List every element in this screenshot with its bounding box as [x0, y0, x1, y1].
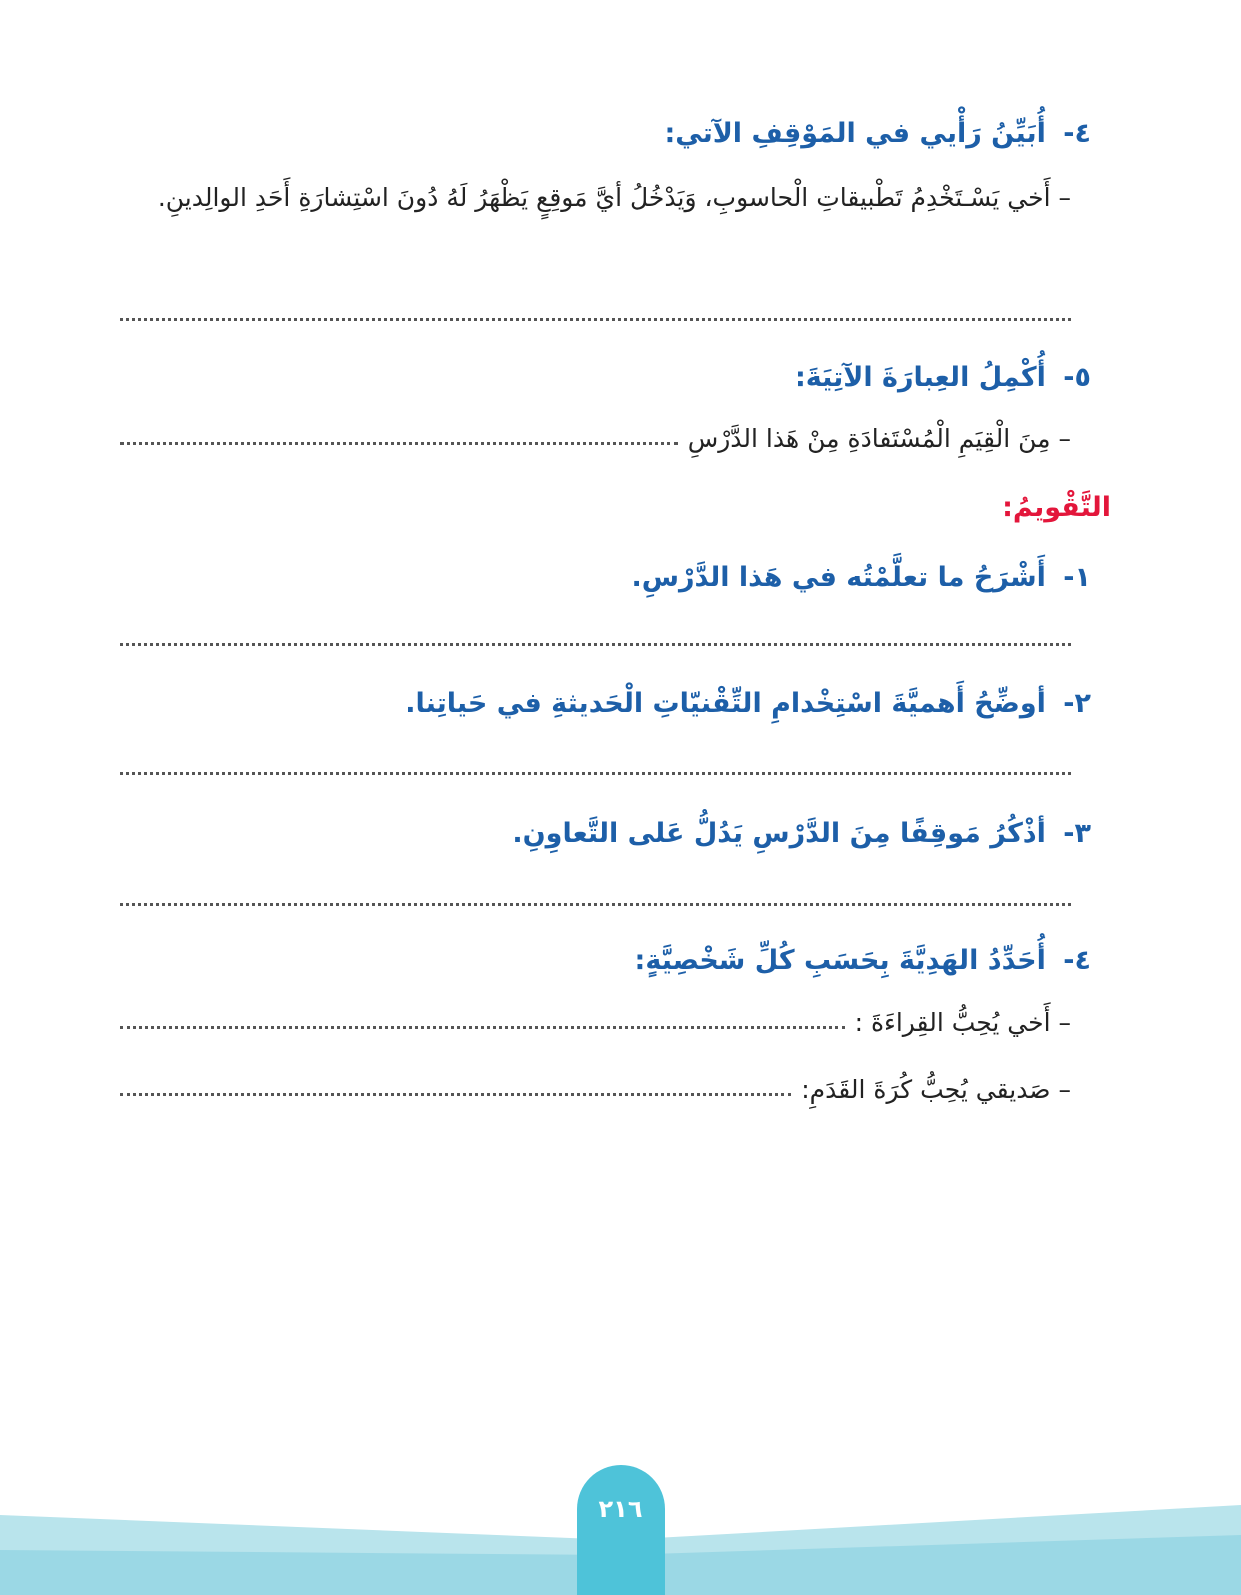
- page-number: ٢١٦: [577, 1465, 665, 1595]
- question-text: أُحَدِّدُ الهَدِيَّةَ بِحَسَبِ كُلِّ شَخْصِيَّةٍ:: [634, 945, 1046, 976]
- question-number: ٤-: [1063, 118, 1091, 149]
- answer-line[interactable]: [120, 643, 1071, 646]
- evaluation-item-2: [120, 688, 1091, 719]
- question-text: أُكْمِلُ العِبارَةَ الآتِيَةَ:: [794, 362, 1046, 393]
- question-text: أوضِّحُ أَهميَّةَ اسْتِخْدامِ التِّقْنيّاتِ الْحَديثةِ في حَياتِنا.: [405, 688, 1046, 719]
- evaluation-heading: التَّقْويمُ:: [1002, 492, 1111, 523]
- question-number: ٥-: [1063, 362, 1091, 393]
- question-5-title: [120, 362, 1091, 393]
- question-4-opinion-title: [120, 118, 1091, 149]
- question-number: ٤-: [1063, 945, 1091, 976]
- question-text: أذْكُرُ مَوقِفًا مِنَ الدَّرْسِ يَدُلُّ عَلى التَّعاوِنِ.: [512, 818, 1046, 849]
- evaluation-item-1: [120, 562, 1091, 593]
- answer-line[interactable]: [120, 1026, 845, 1029]
- question-4-scenario: – أَخي يَسْـتَخْدِمُ تَطْبيقاتِ الْحاسوبِ، وَيَدْخُلُ أيَّ مَوقِعٍ يَظْهَرُ لَهُ دُونَ اسْتِشارَةِ أَحَدِ الوالِدينِ.: [157, 183, 1071, 212]
- answer-line[interactable]: [120, 442, 678, 445]
- gift-prompt: – أَخي يُحِبُّ القِراءَةَ :: [854, 1008, 1071, 1037]
- completion-prompt: – مِنَ الْقِيَمِ الْمُسْتَفادَةِ مِنْ هَذا الدَّرْسِ: [687, 424, 1071, 453]
- question-text: أُبَيِّنُ رَأْيي في المَوْقِفِ الآتي:: [664, 118, 1046, 149]
- question-number: ١-: [1063, 562, 1091, 593]
- question-number: ٢-: [1063, 688, 1091, 719]
- question-number: ٣-: [1063, 818, 1091, 849]
- gift-line-brother: [120, 1008, 1071, 1037]
- evaluation-item-4: [120, 945, 1091, 976]
- question-5-completion-line: [120, 424, 1071, 453]
- evaluation-item-3: [120, 818, 1091, 849]
- gift-prompt: – صَديقي يُحِبُّ كُرَةَ القَدَمِ:: [801, 1075, 1071, 1104]
- gift-line-friend: [120, 1075, 1071, 1104]
- answer-line[interactable]: [120, 772, 1071, 775]
- answer-line[interactable]: [120, 1093, 791, 1096]
- answer-line[interactable]: [120, 318, 1071, 321]
- answer-line[interactable]: [120, 903, 1071, 906]
- page-footer: [0, 1455, 1241, 1595]
- question-text: أَشْرَحُ ما تعلَّمْتُه في هَذا الدَّرْسِ.: [631, 562, 1046, 593]
